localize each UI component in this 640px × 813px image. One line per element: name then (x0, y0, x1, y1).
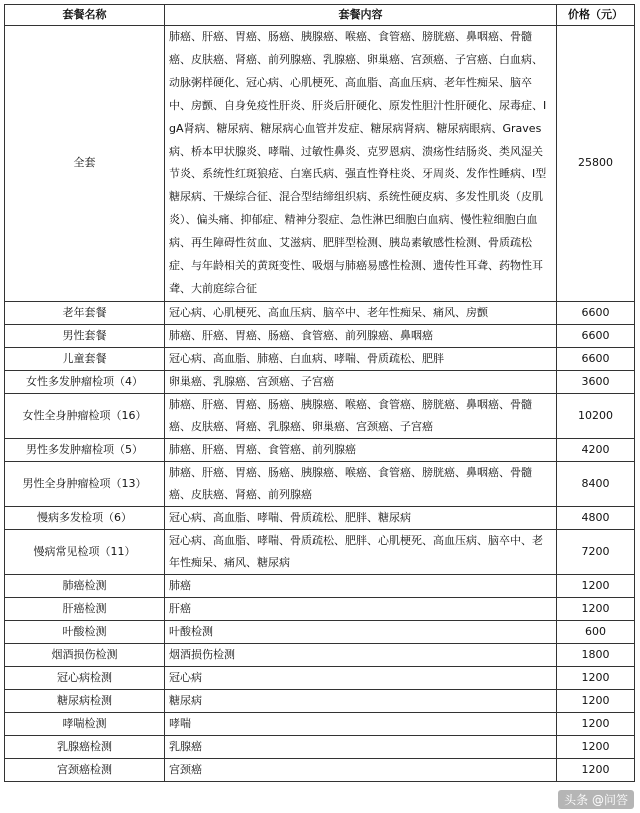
package-name: 老年套餐 (5, 301, 165, 324)
table-row (5, 370, 635, 393)
package-name: 乳腺癌检测 (5, 735, 165, 758)
package-price: 1200 (557, 689, 635, 712)
package-content: 肺癌、肝癌、胃癌、肠癌、食管癌、前列腺癌、鼻咽癌 (165, 324, 557, 347)
package-content: 冠心病、心肌梗死、高血压病、脑卒中、老年性痴呆、痛风、房颤 (165, 301, 557, 324)
package-content: 冠心病、高血脂、哮喘、骨质疏松、肥胖、心肌梗死、高血压病、脑卒中、老年性痴呆、痛风、糖尿病 (165, 529, 557, 574)
table-row (5, 666, 635, 689)
table-row (5, 438, 635, 461)
package-price: 600 (557, 620, 635, 643)
table-row (5, 758, 635, 781)
package-content: 肺癌、肝癌、胃癌、食管癌、前列腺癌 (165, 438, 557, 461)
package-name: 慢病常见检项（11） (5, 529, 165, 574)
package-name: 全套 (5, 26, 165, 302)
header-package-content: 套餐内容 (165, 5, 557, 26)
package-content: 肺癌、肝癌、胃癌、肠癌、胰腺癌、喉癌、食管癌、膀胱癌、鼻咽癌、骨髓癌、皮肤癌、肾癌、前列腺癌、乳腺癌、卵巢癌、宫颈癌、子宫癌、白血病、动脉粥样硬化、冠心病、心肌梗死、高血脂、高血压病、老年性痴呆、脑卒中、房颤、自身免疫性肝炎、肝炎后肝硬化、原发性胆汁性肝硬化、尿毒症、IgA肾病、糖尿病、糖尿病心血管并发症、糖尿病肾病、糖尿病眼病、Graves病、桥本甲状腺炎、哮喘、过敏性鼻炎、克罗恩病、溃疡性结肠炎、类风湿关节炎、系统性红斑狼疮、白塞氏病、强直性脊柱炎、牙周炎、发作性睡病、I型糖尿病、干燥综合征、混合型结缔组织病、系统性硬皮病、多发性肌炎（皮肌炎）、偏头痛、抑郁症、精神分裂症、急性淋巴细胞白血病、慢性粒细胞白血病、再生障碍性贫血、艾滋病、肥胖型检测、胰岛素敏感性检测、骨质疏松症、与年龄相关的黄斑变性、吸烟与肺癌易感性检测、遗传性耳聋、药物性耳聋、大前庭综合征 (165, 26, 557, 302)
watermark: 头条 @问答 (558, 790, 634, 809)
package-content: 肺癌、肝癌、胃癌、肠癌、胰腺癌、喉癌、食管癌、膀胱癌、鼻咽癌、骨髓癌、皮肤癌、肾癌、乳腺癌、卵巢癌、宫颈癌、子宫癌 (165, 393, 557, 438)
table-header-row (5, 5, 635, 26)
package-price: 1200 (557, 712, 635, 735)
package-content: 烟酒损伤检测 (165, 643, 557, 666)
package-content: 叶酸检测 (165, 620, 557, 643)
package-content: 糖尿病 (165, 689, 557, 712)
package-price: 1200 (557, 597, 635, 620)
table-row (5, 620, 635, 643)
package-price: 8400 (557, 461, 635, 506)
package-name: 叶酸检测 (5, 620, 165, 643)
package-name: 肺癌检测 (5, 574, 165, 597)
table-row (5, 393, 635, 438)
package-name: 冠心病检测 (5, 666, 165, 689)
package-content: 宫颈癌 (165, 758, 557, 781)
package-price: 1800 (557, 643, 635, 666)
table-row (5, 712, 635, 735)
package-content: 乳腺癌 (165, 735, 557, 758)
package-content: 冠心病、高血脂、哮喘、骨质疏松、肥胖、糖尿病 (165, 506, 557, 529)
table-row (5, 597, 635, 620)
package-price: 4800 (557, 506, 635, 529)
header-package-name: 套餐名称 (5, 5, 165, 26)
package-name: 哮喘检测 (5, 712, 165, 735)
package-price: 6600 (557, 347, 635, 370)
package-name: 糖尿病检测 (5, 689, 165, 712)
package-name: 烟酒损伤检测 (5, 643, 165, 666)
package-name: 慢病多发检项（6） (5, 506, 165, 529)
package-content: 卵巢癌、乳腺癌、宫颈癌、子宫癌 (165, 370, 557, 393)
package-price: 25800 (557, 26, 635, 302)
table-row (5, 506, 635, 529)
package-content: 肺癌、肝癌、胃癌、肠癌、胰腺癌、喉癌、食管癌、膀胱癌、鼻咽癌、骨髓癌、皮肤癌、肾癌、前列腺癌 (165, 461, 557, 506)
package-price: 10200 (557, 393, 635, 438)
table-row (5, 689, 635, 712)
package-name: 宫颈癌检测 (5, 758, 165, 781)
table-row (5, 301, 635, 324)
table-row (5, 324, 635, 347)
package-content: 哮喘 (165, 712, 557, 735)
table-row (5, 735, 635, 758)
package-content: 肺癌 (165, 574, 557, 597)
table-row (5, 26, 635, 302)
package-name: 儿童套餐 (5, 347, 165, 370)
package-price: 4200 (557, 438, 635, 461)
package-price: 1200 (557, 758, 635, 781)
package-name: 女性全身肿瘤检项（16） (5, 393, 165, 438)
package-name: 男性套餐 (5, 324, 165, 347)
package-price: 3600 (557, 370, 635, 393)
package-price-table (4, 4, 635, 782)
header-price: 价格（元） (557, 5, 635, 26)
package-price: 7200 (557, 529, 635, 574)
package-name: 女性多发肿瘤检项（4） (5, 370, 165, 393)
table-row (5, 574, 635, 597)
table-row (5, 461, 635, 506)
package-name: 男性多发肿瘤检项（5） (5, 438, 165, 461)
package-price: 6600 (557, 324, 635, 347)
package-price: 1200 (557, 735, 635, 758)
package-price: 1200 (557, 666, 635, 689)
table-row (5, 643, 635, 666)
package-content: 肝癌 (165, 597, 557, 620)
table-row (5, 529, 635, 574)
package-name: 肝癌检测 (5, 597, 165, 620)
package-price: 1200 (557, 574, 635, 597)
table-row (5, 347, 635, 370)
package-price: 6600 (557, 301, 635, 324)
package-content: 冠心病 (165, 666, 557, 689)
package-content: 冠心病、高血脂、肺癌、白血病、哮喘、骨质疏松、肥胖 (165, 347, 557, 370)
package-name: 男性全身肿瘤检项（13） (5, 461, 165, 506)
